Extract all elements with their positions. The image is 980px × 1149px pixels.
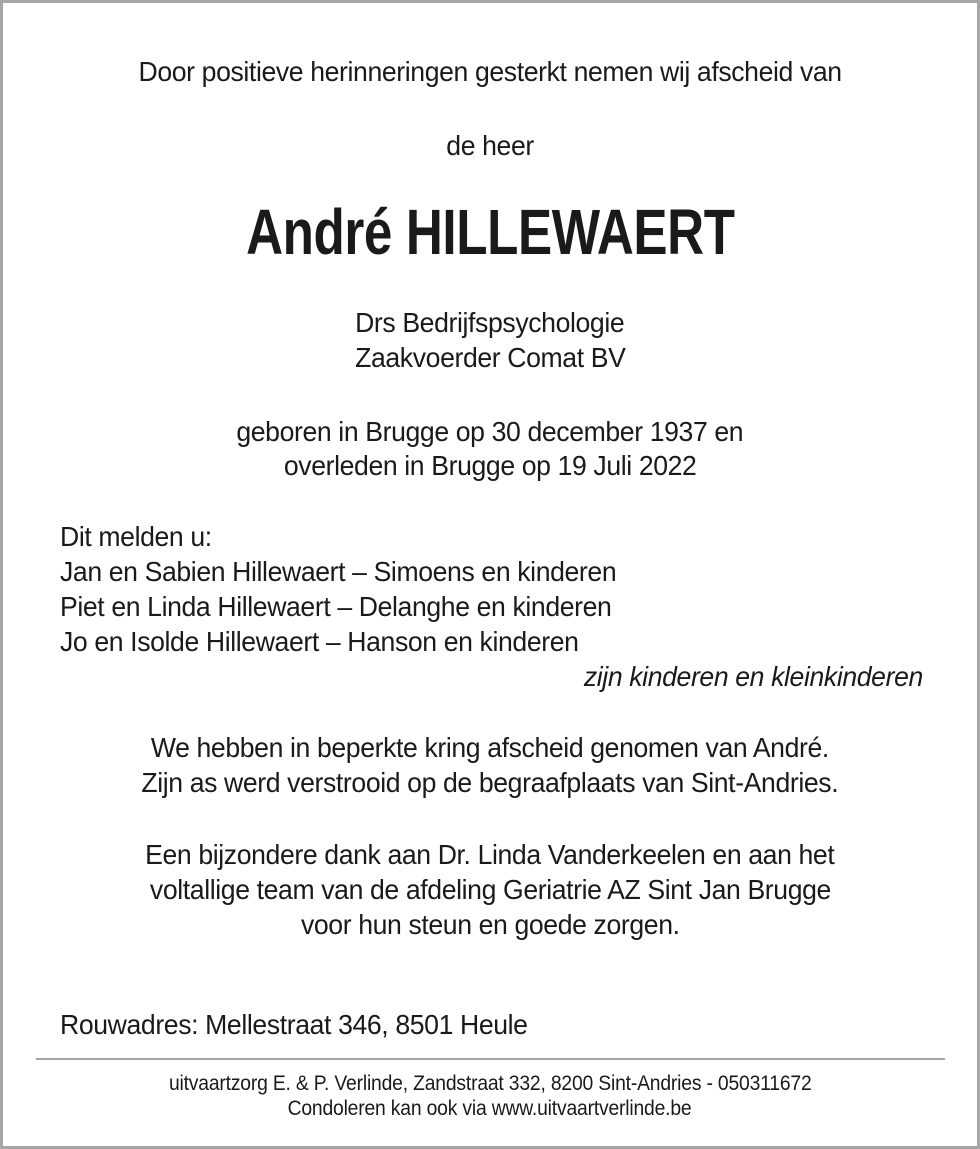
salutation: de heer [446, 130, 534, 161]
divider [36, 1058, 945, 1060]
farewell-line: We hebben in beperkte kring afscheid genomen van André. [150, 732, 830, 763]
announcers-intro: Dit melden u: [60, 521, 212, 552]
announcer-line: Piet en Linda Hillewaert – Delanghe en kinderen [60, 591, 612, 622]
intro-text: Door positieve herinneringen gesterkt nemen wij afscheid van [138, 56, 842, 87]
announcers-relation: zijn kinderen en kleinkinderen [583, 661, 923, 692]
title-line: Drs Bedrijfspsychologie [355, 307, 625, 338]
farewell-line: Zijn as werd verstrooid op de begraafplaats van Sint-Andries. [141, 767, 839, 798]
title-line: Zaakvoerder Comat BV [354, 342, 626, 373]
death-line: overleden in Brugge op 19 Juli 2022 [283, 450, 697, 481]
thanks-line: Een bijzondere dank aan Dr. Linda Vanderkeelen en aan het [145, 839, 835, 870]
deceased-name: André HILLEWAERT [245, 196, 735, 268]
thanks-line: voor hun steun en goede zorgen. [300, 909, 680, 940]
announcer-line: Jo en Isolde Hillewaert – Hanson en kinderen [60, 626, 579, 657]
thanks-line: voltallige team van de afdeling Geriatrie AZ Sint Jan Brugge [149, 874, 831, 905]
birth-line: geboren in Brugge op 30 december 1937 en [236, 416, 744, 447]
funeral-home-info: uitvaartzorg E. & P. Verlinde, Zandstraat 332, 8200 Sint-Andries - 050311672 [168, 1072, 812, 1095]
condolence-link: Condoleren kan ook via www.uitvaartverlinde.be [288, 1097, 692, 1120]
announcer-line: Jan en Sabien Hillewaert – Simoens en kinderen [60, 556, 617, 587]
mourning-address: Rouwadres: Mellestraat 346, 8501 Heule [60, 1009, 528, 1040]
